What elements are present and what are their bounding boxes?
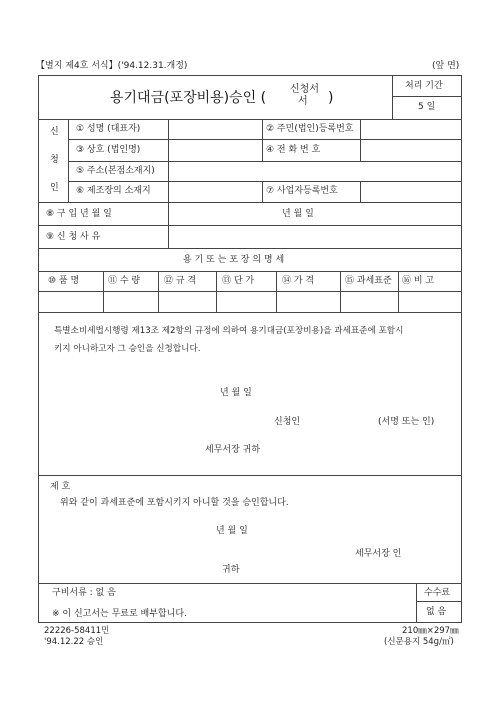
detail-row-quantity[interactable] (105, 293, 157, 311)
applicant-signature-label: 신청인 (274, 417, 301, 427)
applicant-side-char-3: 인 (50, 183, 59, 193)
col-item-name: ⑩ 품 명 (48, 276, 80, 286)
applicant-side-char-2: 청 (50, 155, 59, 165)
approval-text: 위와 같이 과세표준에 포함시키지 아니할 것을 승인합니다. (60, 498, 289, 508)
paper-size: 210㎜×297㎜ (402, 626, 459, 636)
field-resident-no-label: ② 주민(법인)등록번호 (266, 124, 354, 134)
approval-date-footer: '94.12.22 승인 (44, 637, 104, 647)
processing-period-value: 5 일 (418, 102, 436, 112)
front-side-label: (앞 면) (432, 61, 460, 71)
approval-signer: 세무서장 인 (355, 549, 402, 559)
col-spec: ⑫ 규 격 (164, 276, 197, 286)
field-address-label: ⑤ 주소(본점소재지) (76, 166, 155, 176)
field-company-value[interactable] (170, 141, 260, 159)
col-price: ⑭ 가 격 (282, 276, 315, 286)
field-phone-value[interactable] (362, 141, 460, 159)
col-tax-base: ⑮ 과세표준 (345, 276, 392, 286)
field-company-label: ③ 상호 (법인명) (76, 145, 141, 155)
field-name-label: ① 성명 (대표자) (76, 124, 141, 134)
field-factory-value[interactable] (170, 183, 260, 200)
paper-type: (신문용지 54g/㎡) (384, 637, 454, 647)
signature-placeholder[interactable]: (서명 또는 인) (378, 417, 435, 427)
free-distribution-note: ※ 이 신고서는 무료로 배부합니다. (52, 609, 187, 619)
field-phone-label: ④ 전 화 번 호 (266, 145, 321, 155)
detail-row-price[interactable] (278, 293, 339, 311)
form-number: 【별지 제4호 서식】('94.12.31.개정) (36, 61, 188, 71)
field-resident-no-value[interactable] (362, 121, 460, 137)
approval-number-label: 제 호 (50, 482, 71, 492)
purchase-date-value[interactable]: 년 월 일 (282, 209, 314, 219)
statement-date: 년 월 일 (220, 388, 252, 398)
col-unit-price: ⑬ 단 가 (222, 276, 255, 286)
approval-addressee: 귀하 (222, 565, 240, 575)
reason-value[interactable] (170, 227, 460, 246)
detail-section-title: 용 기 또 는 포 장 의 명 세 (183, 255, 285, 265)
approval-date: 년 월 일 (216, 526, 248, 536)
detail-row-remarks[interactable] (400, 293, 460, 311)
applicant-side-char-1: 신 (50, 127, 59, 137)
field-biz-no-value[interactable] (362, 183, 460, 200)
statement-line-2: 키지 아니하고자 그 승인을 신청합니다. (54, 344, 201, 354)
title-sub-bottom: 서 (298, 96, 308, 107)
reason-label: ⑨ 신 청 사 유 (46, 232, 101, 242)
form-code: 22226-58411민 (44, 626, 110, 636)
col-remarks: ⑯ 비 고 (402, 276, 435, 286)
fee-value: 없 음 (426, 607, 447, 617)
field-address-value[interactable] (170, 163, 460, 179)
field-factory-label: ⑥ 제조장의 소재지 (76, 186, 151, 196)
form-title: 용기대금(포장비용)승인 ( (110, 90, 267, 106)
detail-row-item[interactable] (40, 293, 102, 311)
fee-label: 수수료 (424, 588, 451, 598)
detail-row-tax-base[interactable] (342, 293, 397, 311)
purchase-date-label: ⑧ 구 입 년 월 일 (46, 209, 112, 219)
processing-period-label: 처리 기간 (405, 81, 443, 91)
statement-line-1: 특별소비세법시행령 제13조 제2항의 규정에 의하여 용기대금(포장비용)을 과세표준에 포함시 (54, 326, 404, 336)
field-name-value[interactable] (170, 121, 260, 137)
detail-row-spec[interactable] (160, 293, 215, 311)
col-quantity: ⑪ 수 량 (108, 276, 141, 286)
required-documents: 구비서류 : 없 음 (52, 588, 116, 598)
detail-row-unit-price[interactable] (218, 293, 275, 311)
field-biz-no-label: ⑦ 사업자등록번호 (266, 186, 338, 196)
title-sub-top: 신청서 (290, 84, 319, 95)
statement-addressee: 세무서장 귀하 (205, 445, 261, 455)
title-close: ) (328, 90, 334, 106)
